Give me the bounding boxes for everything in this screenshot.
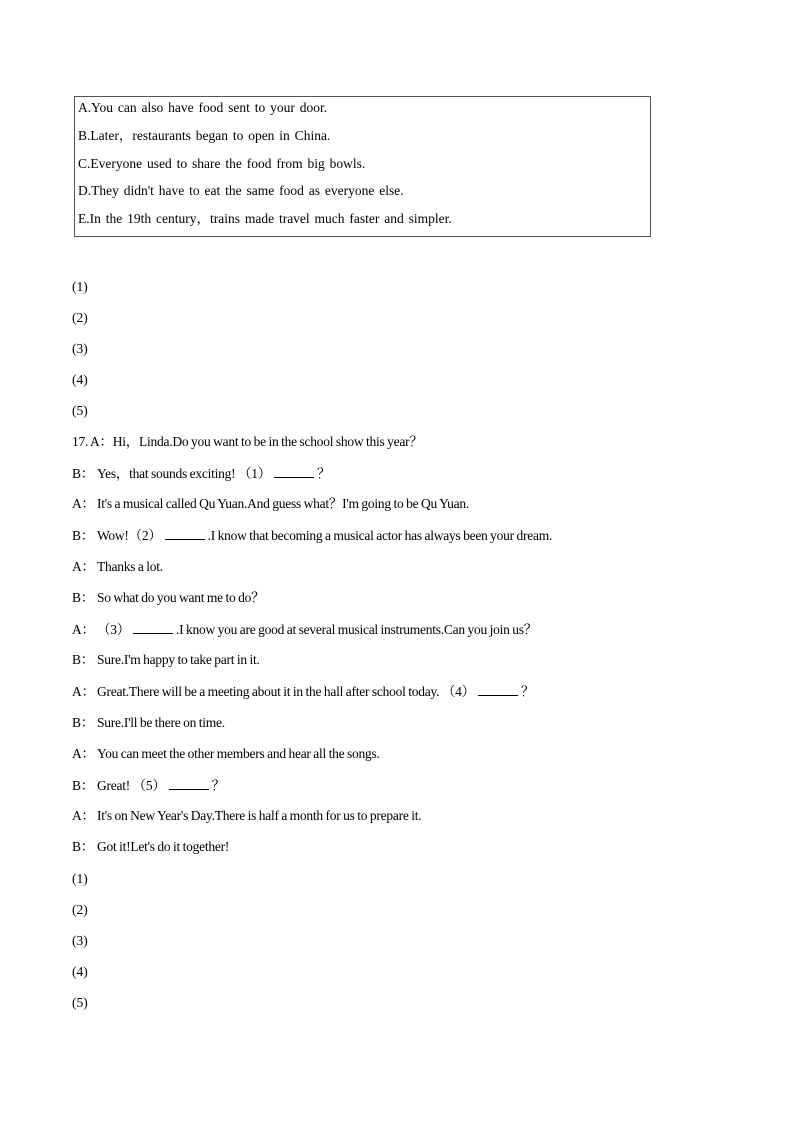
dialogue-text: Got it!Let's do it together!: [97, 839, 230, 854]
dialogue-line: [72, 557, 163, 577]
dialogue-line: [72, 525, 552, 545]
dialogue-text: ？: [317, 466, 331, 481]
speaker-label: A：: [72, 559, 95, 574]
options-box: [74, 96, 651, 237]
dialogue-text: Great.There will be a meeting about it in the hall after school today. （4）: [97, 684, 475, 699]
dialogue-text: （3）: [97, 622, 130, 637]
dialogue-line: [72, 588, 264, 608]
dialogue-text: Sure.I'm happy to take part in it.: [97, 652, 260, 667]
answer-17-5: (5): [72, 995, 88, 1010]
dialogue-text: Yes，that sounds exciting! （1）: [97, 466, 272, 481]
dialogue-text: So what do you want me to do？: [97, 590, 265, 605]
speaker-label: B：: [72, 590, 95, 605]
dialogue-text: .I know you are good at several musical instruments.Can you join us？: [176, 622, 538, 637]
answer-blank: [133, 619, 173, 634]
dialogue-line: [72, 619, 537, 639]
answer-blank: [274, 463, 314, 478]
dialogue-text: Sure.I'll be there on time.: [97, 715, 225, 730]
dialogue-text: Wow!（2）: [97, 528, 162, 543]
speaker-label: B：: [72, 466, 95, 481]
dialogue-text: Great! （5）: [97, 778, 166, 793]
speaker-label: A：: [72, 808, 95, 823]
speaker-label: A：: [72, 746, 95, 761]
speaker-label: A：: [72, 496, 95, 511]
option-d: D.They didn't have to eat the same food as everyone else.: [78, 183, 404, 198]
answer-17-1: (1): [72, 871, 88, 886]
speaker-label: B：: [72, 528, 95, 543]
dialogue-text: Thanks a lot.: [97, 559, 163, 574]
dialogue-line: [72, 806, 421, 826]
dialogue-line: [72, 775, 225, 795]
answer-17-2: (2): [72, 902, 88, 917]
speaker-label: B：: [72, 839, 95, 854]
dialogue-text: ？: [520, 684, 535, 699]
speaker-label: B：: [72, 652, 95, 667]
dialogue-text: You can meet the other members and hear all the songs.: [97, 746, 380, 761]
dialogue-line: [72, 681, 534, 701]
dialogue-text: It's on New Year's Day.There is half a month for us to prepare it.: [97, 808, 422, 823]
answer-16-4: (4): [72, 372, 88, 387]
dialogue-line: [72, 494, 469, 514]
dialogue-line: [72, 744, 380, 764]
answer-blank: [169, 775, 209, 790]
dialogue-text: ？: [211, 778, 225, 793]
answer-17-3: (3): [72, 933, 88, 948]
dialogue-line: [72, 713, 225, 733]
answer-16-1: (1): [72, 279, 88, 294]
speaker-label: A：: [72, 684, 95, 699]
option-c: C.Everyone used to share the food from big bowls.: [78, 156, 366, 171]
dialogue-line: [72, 650, 260, 670]
answer-16-3: (3): [72, 341, 88, 356]
answer-16-5: (5): [72, 403, 88, 418]
question-17-intro: 17. A：Hi，Linda.Do you want to be in the school show this year？: [72, 434, 423, 449]
option-a: A.You can also have food sent to your door.: [78, 100, 328, 115]
answer-16-2: (2): [72, 310, 88, 325]
dialogue-text: .I know that becoming a musical actor has always been your dream.: [207, 528, 553, 543]
option-e: E.In the 19th century，trains made travel much faster and simpler.: [78, 211, 452, 226]
speaker-label: B：: [72, 778, 95, 793]
option-b: B.Later，restaurants began to open in China.: [78, 128, 331, 143]
dialogue-text: It's a musical called Qu Yuan.And guess what？I'm going to be Qu Yuan.: [97, 496, 470, 511]
dialogue-line: [72, 463, 330, 483]
answer-blank: [165, 525, 205, 540]
dialogue-line: [72, 837, 229, 857]
answer-17-4: (4): [72, 964, 88, 979]
speaker-label: A：: [72, 622, 95, 637]
speaker-label: B：: [72, 715, 95, 730]
answer-blank: [478, 681, 518, 696]
